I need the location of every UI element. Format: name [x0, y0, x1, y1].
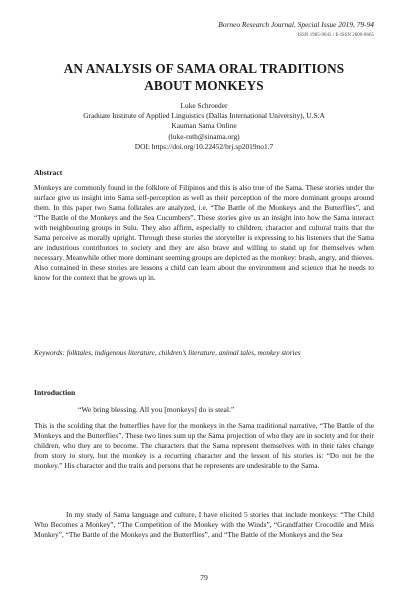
doi-link[interactable]: DOI: https://doi.org/10.22452/brj.sp2019no1.7: [134, 141, 274, 151]
keywords-label: Keywords:: [34, 349, 65, 357]
journal-citation: Borneo Research Journal, Special Issue 2019, 79-94: [218, 20, 374, 29]
author-block: [34, 101, 374, 152]
introduction-quote: “We bring blessing. All you [monkeys] do is steal.”: [78, 405, 235, 414]
title-line-2: ABOUT MONKEYS: [144, 78, 264, 93]
paper-title: [34, 60, 374, 94]
abstract-heading: Abstract: [34, 168, 63, 177]
author-organization: Kauman Sama Online: [171, 121, 237, 131]
title-line-1: AN ANALYSIS OF SAMA ORAL TRADITIONS: [63, 61, 345, 76]
author-affiliation: Graduate Institute of Applied Linguistics (Dallas International University), U.S.A: [83, 111, 325, 121]
issn-line: ISSN 1985-9643 / E-ISSN 2600-8665: [297, 33, 374, 38]
introduction-heading: Introduction: [34, 388, 76, 397]
author-name: Luke Schroeder: [180, 101, 228, 110]
page-number: 79: [200, 573, 208, 582]
keywords-text: folktales, indigenous literature, children’s literature, animal tales, monkey stories: [64, 349, 301, 357]
abstract-text: Monkeys are commonly found in the folklore of Filipinos and this is also true of the Sama. These stories under the surface give us insight into Sama self-perception as well as their perception of the more dominant groups around them. In this paper two Sama folktales are analyzed, i.e. “The Battle of the Monkeys and the Butterflies”, and “The Battle of the Monkeys and the Sea Cucumbers”. These stories give us an insight into how the Sama interact with neighbouring groups in Sulu. They also affirm, especially to children, character and cultural traits that the Sama perceive as morally upright. Through these stories the storyteller is expressing to his listeners that the Sama are industrious contributors to society and they are also brave and willing to stand up for themselves when necessary. Meanwhile other more dominant seeming groups are depicted as the monkey: brash, angry, and thieves. Also contained in these stories are lessons a child can learn about the environment and science that he needs to know for the context that he grows up in.: [34, 183, 374, 283]
keywords-line: [34, 349, 374, 357]
introduction-paragraph-2: In my study of Sama language and culture, I have elicited 5 stories that include monkeys: “The Child Who Becomes a Monkey”, “The Competition of the Monkey with the Winds”, “Grandfather Crocodile and Miss Monkey”, “The Battle of the Monkeys and the Butterflies”, and “The Battle of the Monkeys and the Sea: [34, 510, 374, 540]
author-email[interactable]: (luke-ruth@sinama.org): [168, 131, 240, 141]
introduction-paragraph-1: This is the scolding that the butterflies have for the monkeys in the Sama traditional narrative, “The Battle of the Monkeys and the Butterflies”. These two lines sum up the Sama projection of who they are in society and for their children, who they are to become. The characters that the Sama represent themselves with in their tales change from story to story, but the monkey is a recurring character and the lesson of his stories is: “Do not be the monkey.” His character and the traits and persons that he represents are undesirable to the Sama.: [34, 421, 374, 471]
